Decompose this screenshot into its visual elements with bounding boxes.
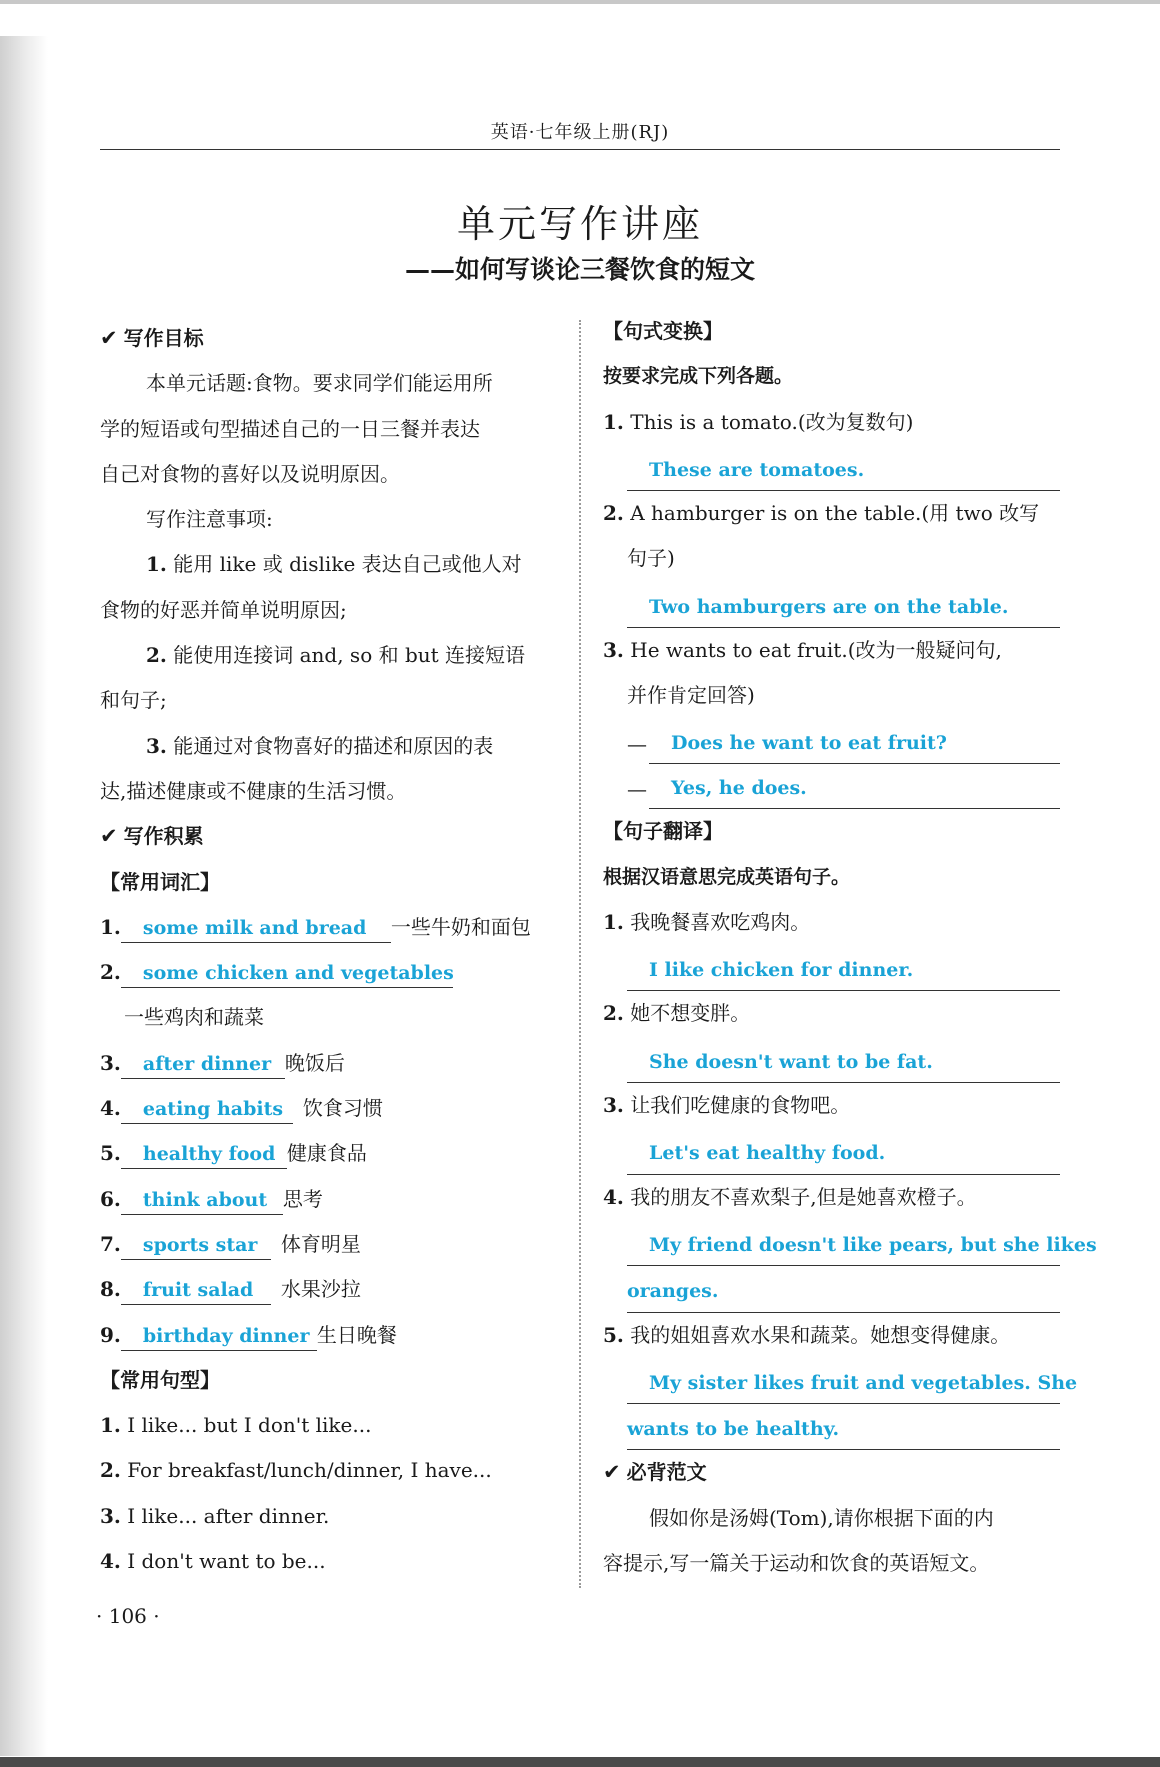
note-item: 1. 能用 like 或 dislike 表达自己或他人对 <box>146 552 522 577</box>
bottom-edge <box>0 1757 1160 1767</box>
translate-answer: Let's eat healthy food. <box>627 1128 1060 1174</box>
translate-prompt: 2. 她不想变胖。 <box>603 1001 751 1026</box>
model-paragraph-line: 容提示,写一篇关于运动和饮食的英语短文。 <box>603 1551 990 1576</box>
pattern-item: 2. For breakfast/lunch/dinner, I have... <box>100 1458 492 1483</box>
top-edge <box>0 0 1160 4</box>
pattern-item: 1. I like... but I don't like... <box>100 1413 372 1438</box>
translate-answer: She doesn't want to be fat. <box>627 1037 1060 1083</box>
left-column <box>100 316 560 1584</box>
transform-prompt: 3. He wants to eat fruit.(改为一般疑问句, <box>603 638 1002 663</box>
vocab-answer: think about <box>121 1186 283 1215</box>
vocab-answer: some chicken and vegetables <box>121 959 453 988</box>
model-heading: ✔ 必背范文 <box>603 1460 707 1485</box>
vocab-item: 7. sports star 体育明星 <box>100 1222 560 1267</box>
translate-answer: I like chicken for dinner. <box>627 945 1060 991</box>
patterns-heading: 【常用句型】 <box>100 1367 220 1392</box>
translate-prompt: 5. 我的姐姐喜欢水果和蔬菜。她想变得健康。 <box>603 1322 1011 1347</box>
translate-prompt: 1. 我晚餐喜欢吃鸡肉。 <box>603 909 811 934</box>
note-item-cont: 食物的好恶并简单说明原因; <box>100 597 347 622</box>
vocab-answer: sports star <box>121 1231 271 1260</box>
transform-prompt-cont: 句子) <box>627 546 675 571</box>
vocab-item: 8. fruit salad 水果沙拉 <box>100 1267 560 1312</box>
transform-instruction: 按要求完成下列各题。 <box>603 365 794 388</box>
pattern-item: 3. I like... after dinner. <box>100 1503 330 1528</box>
header-rule <box>100 149 1060 150</box>
transform-prompt: 2. A hamburger is on the table.(用 two 改写 <box>603 501 1040 526</box>
note-item-cont: 达,描述健康或不健康的生活习惯。 <box>100 778 407 803</box>
goal-paragraph-line: 学的短语或句型描述自己的一日三餐并表达 <box>100 416 480 441</box>
vocab-item: 3. after dinner 晚饭后 <box>100 1041 560 1086</box>
pattern-item: 4. I don't want to be... <box>100 1549 326 1574</box>
transform-prompt: 1. This is a tomato.(改为复数句) <box>603 409 914 434</box>
page-subtitle: ——如何写谈论三餐饮食的短文 <box>404 255 755 284</box>
vocab-item: 9. birthday dinner 生日晚餐 <box>100 1313 560 1358</box>
vocab-answer: after dinner <box>121 1050 285 1079</box>
vocab-answer: eating habits <box>121 1095 293 1124</box>
vocab-meaning: 一些鸡肉和蔬菜 <box>124 1005 264 1030</box>
running-head: 英语·七年级上册(RJ) <box>490 122 670 143</box>
transform-answer: These are tomatoes. <box>627 445 1060 491</box>
transform-answer-reply: — Yes, he does. <box>603 764 1060 809</box>
vocab-item: 4. eating habits 饮食习惯 <box>100 1086 560 1131</box>
vocab-item: 6. think about 思考 <box>100 1177 560 1222</box>
page-binding-shadow <box>0 36 48 1756</box>
vocab-item: 1. some milk and bread 一些牛奶和面包 <box>100 905 560 950</box>
transform-heading: 【句式变换】 <box>603 319 723 343</box>
transform-answer-question: — Does he want to eat fruit? <box>603 719 1060 764</box>
translate-instruction: 根据汉语意思完成英语句子。 <box>603 865 851 888</box>
transform-prompt-cont: 并作肯定回答) <box>627 683 755 708</box>
vocab-answer: fruit salad <box>121 1276 271 1305</box>
page-title: 单元写作讲座 <box>456 202 703 246</box>
check-icon: ✔ <box>100 824 118 849</box>
vocab-answer: some milk and bread <box>121 914 391 943</box>
page-number: · 106 · <box>96 1604 160 1628</box>
translate-answer-cont: wants to be healthy. <box>627 1404 1060 1450</box>
note-item: 3. 能通过对食物喜好的描述和原因的表 <box>146 733 494 758</box>
translate-answer-cont: oranges. <box>627 1266 1060 1312</box>
model-paragraph-line: 假如你是汤姆(Tom),请你根据下面的内 <box>649 1505 994 1530</box>
vocab-item: 5. healthy food 健康食品 <box>100 1131 560 1176</box>
vocab-answer: healthy food <box>121 1140 287 1169</box>
note-item-cont: 和句子; <box>100 688 167 713</box>
column-divider <box>579 320 581 1588</box>
translate-prompt: 4. 我的朋友不喜欢梨子,但是她喜欢橙子。 <box>603 1184 977 1209</box>
goal-heading: ✔ 写作目标 <box>100 326 204 350</box>
check-icon: ✔ <box>100 326 118 350</box>
transform-answer: Two hamburgers are on the table. <box>627 582 1060 628</box>
goal-paragraph-line: 自己对食物的喜好以及说明原因。 <box>100 461 400 486</box>
vocab-item: 2. some chicken and vegetables <box>100 950 560 995</box>
goal-paragraph-line: 本单元话题:食物。要求同学们能运用所 <box>146 371 493 396</box>
translate-answer: My friend doesn't like pears, but she likes <box>627 1220 1060 1266</box>
right-column <box>603 309 1097 1586</box>
vocab-heading: 【常用词汇】 <box>100 869 220 894</box>
translate-prompt: 3. 让我们吃健康的食物吧。 <box>603 1093 851 1118</box>
check-icon: ✔ <box>603 1460 621 1485</box>
notes-heading: 写作注意事项: <box>146 507 273 532</box>
translate-heading: 【句子翻译】 <box>603 819 723 844</box>
vocab-answer: birthday dinner <box>121 1322 317 1351</box>
note-item: 2. 能使用连接词 and, so 和 but 连接短语 <box>146 643 526 668</box>
accum-heading: ✔ 写作积累 <box>100 824 204 849</box>
translate-answer: My sister likes fruit and vegetables. She <box>627 1358 1060 1404</box>
